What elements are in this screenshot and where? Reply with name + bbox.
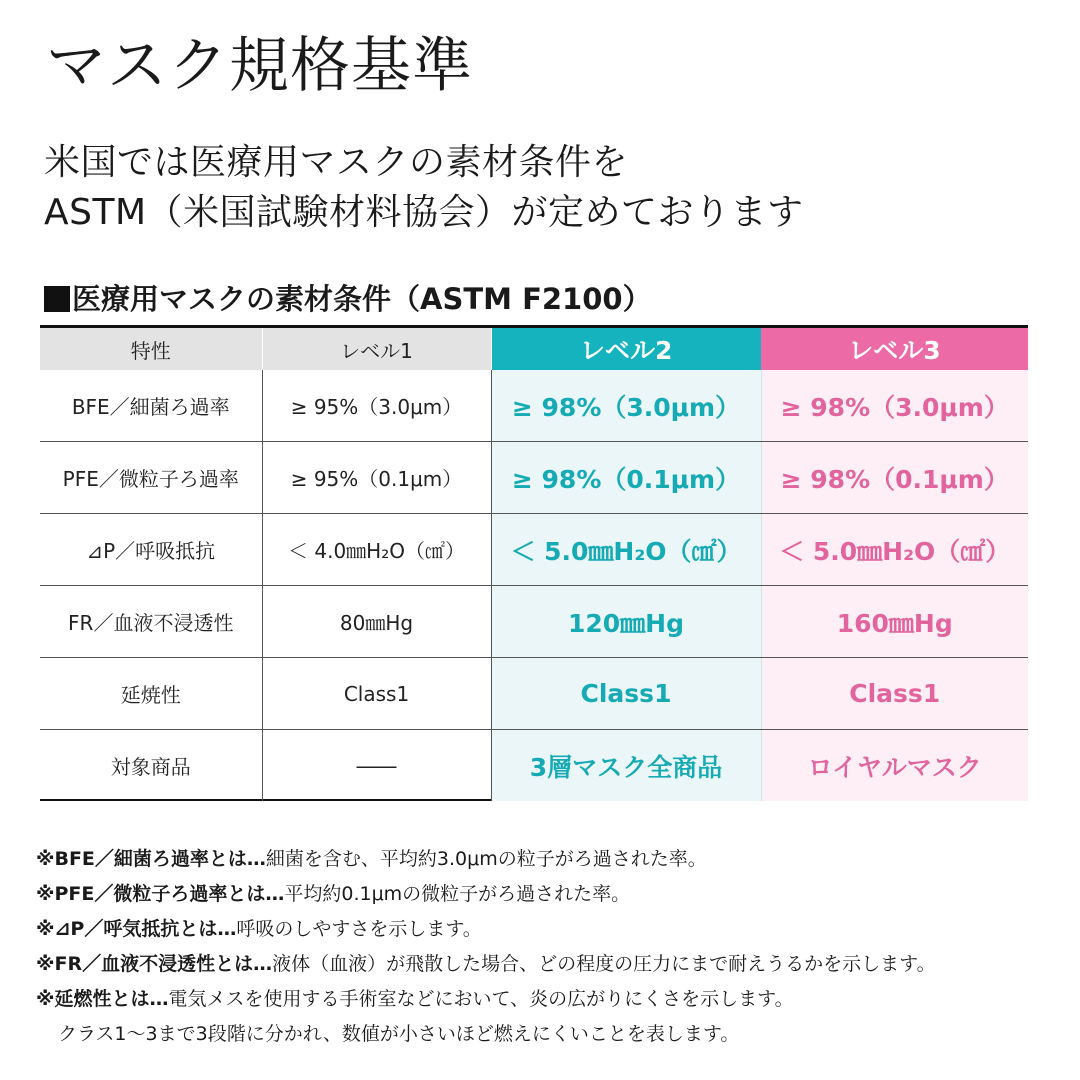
cell-level2: ＜ 5.0㎜H₂O（㎠） xyxy=(491,514,761,586)
spec-table xyxy=(40,325,1028,801)
footnotes xyxy=(36,842,936,1052)
cell-level2: 120㎜Hg xyxy=(491,586,761,658)
cell-level2: ≥ 98%（3.0μm） xyxy=(491,370,761,442)
table-heading-text: 医療用マスクの素材条件（ASTM F2100） xyxy=(72,282,652,316)
page-title: マスク規格基準 xyxy=(46,31,473,101)
footnote xyxy=(36,912,936,947)
header-level2: レベル2 xyxy=(491,328,761,370)
footnote-text: 細菌を含む、平均約3.0μmの粒子がろ過された率。 xyxy=(265,848,707,870)
footnote-text: 液体（血液）が飛散した場合、どの程度の圧力にまで耐えうるかを示します。 xyxy=(272,953,936,975)
cell-level1: ≥ 95%（3.0μm） xyxy=(262,370,491,442)
cell-property: PFE／微粒子ろ過率 xyxy=(40,442,262,514)
spec-table-grid xyxy=(40,328,1028,801)
table-row xyxy=(40,586,1028,658)
table-heading xyxy=(44,280,652,318)
footnote-term: ※FR／血液不浸透性とは… xyxy=(36,953,273,975)
footnote-term: ※延燃性とは… xyxy=(36,988,169,1010)
cell-property: FR／血液不浸透性 xyxy=(40,586,262,658)
footnote xyxy=(36,982,936,1017)
cell-property: 対象商品 xyxy=(40,730,262,802)
footnote-text: 平均約0.1μmの微粒子がろ過された率。 xyxy=(284,883,631,905)
table-row xyxy=(40,658,1028,730)
footnote-text: 呼吸のしやすさを示します。 xyxy=(236,918,482,940)
lead-text xyxy=(44,138,804,238)
cell-level2: Class1 xyxy=(491,658,761,730)
cell-level3: ロイヤルマスク xyxy=(761,730,1028,802)
cell-level1: 80㎜Hg xyxy=(262,586,491,658)
cell-level3: Class1 xyxy=(761,658,1028,730)
cell-level1: ―― xyxy=(262,730,491,802)
table-row xyxy=(40,514,1028,586)
footnote xyxy=(36,947,936,982)
footnote-text: 電気メスを使用する手術室などにおいて、炎の広がりにくさを示します。 xyxy=(168,988,794,1010)
table-row xyxy=(40,730,1028,802)
footnote-continuation: クラス1〜3まで3段階に分かれ、数値が小さいほど燃えにくいことを表します。 xyxy=(58,1023,740,1045)
table-header-row xyxy=(40,328,1028,370)
lead-line-1: 米国では医療用マスクの素材条件を xyxy=(44,142,629,183)
cell-level3: ＜ 5.0㎜H₂O（㎠） xyxy=(761,514,1028,586)
cell-level3: 160㎜Hg xyxy=(761,586,1028,658)
cell-level1: ＜ 4.0㎜H₂O（㎠） xyxy=(262,514,491,586)
square-bullet-icon xyxy=(44,286,70,312)
cell-level1: Class1 xyxy=(262,658,491,730)
cell-property: BFE／細菌ろ過率 xyxy=(40,370,262,442)
table-row xyxy=(40,370,1028,442)
cell-level3: ≥ 98%（3.0μm） xyxy=(761,370,1028,442)
table-row xyxy=(40,442,1028,514)
cell-level2: 3層マスク全商品 xyxy=(491,730,761,802)
header-level1: レベル1 xyxy=(262,328,491,370)
lead-line-2: ASTM（米国試験材料協会）が定めております xyxy=(44,192,804,233)
cell-level3: ≥ 98%（0.1μm） xyxy=(761,442,1028,514)
footnote xyxy=(36,842,936,877)
footnote-term: ※PFE／微粒子ろ過率とは… xyxy=(36,883,285,905)
footnote xyxy=(36,877,936,912)
cell-property: 延焼性 xyxy=(40,658,262,730)
cell-level1: ≥ 95%（0.1μm） xyxy=(262,442,491,514)
header-property: 特性 xyxy=(40,328,262,370)
footnote-term: ※⊿P／呼気抵抗とは… xyxy=(36,918,237,940)
header-level3: レベル3 xyxy=(761,328,1028,370)
footnote-term: ※BFE／細菌ろ過率とは… xyxy=(36,848,266,870)
cell-level2: ≥ 98%（0.1μm） xyxy=(491,442,761,514)
cell-property: ⊿P／呼吸抵抗 xyxy=(40,514,262,586)
